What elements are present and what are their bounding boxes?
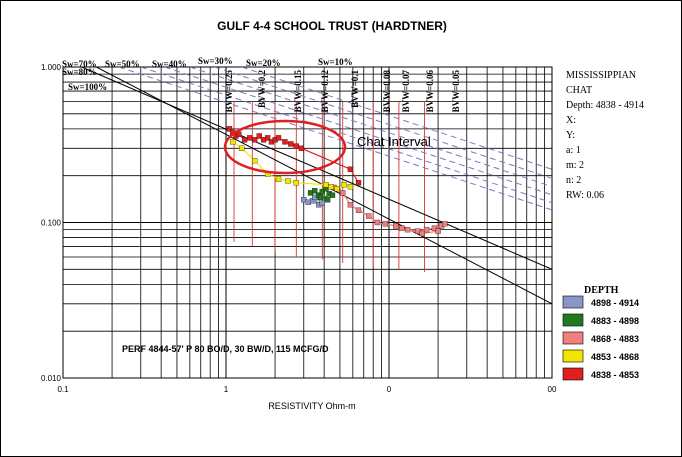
- x-axis-label: RESISTIVITY Ohm-m: [268, 401, 356, 411]
- legend-label: 4883 - 4898: [591, 316, 640, 326]
- bvw-label: BVW=0.05: [451, 70, 461, 113]
- data-point: [242, 137, 247, 142]
- data-point: [399, 226, 404, 231]
- legend-swatch: [563, 314, 583, 326]
- data-point: [366, 214, 371, 219]
- data-point: [239, 146, 244, 151]
- data-point: [294, 180, 299, 185]
- data-point: [230, 139, 235, 144]
- bvw-label: BVW=0.15: [293, 70, 303, 113]
- bvw-label: BVW=0.12: [320, 70, 330, 113]
- info-line: Depth: 4838 - 4914: [566, 100, 645, 111]
- data-point: [393, 223, 398, 228]
- data-point: [348, 184, 353, 189]
- legend-label: 4853 - 4868: [591, 352, 640, 362]
- chat-interval-annotation: Chat Interval: [357, 134, 431, 149]
- data-point: [375, 220, 380, 225]
- data-point: [299, 146, 304, 151]
- data-point: [328, 184, 333, 189]
- data-point: [436, 229, 441, 234]
- info-line: X:: [566, 115, 576, 126]
- data-point: [301, 197, 306, 202]
- perf-note: PERF 4844-57' P 80 BO/D, 30 BW/D, 115 MCFG/D: [122, 344, 329, 354]
- info-line: RW: 0.06: [566, 190, 604, 201]
- data-point: [383, 221, 388, 226]
- x-tick-label: 1: [223, 385, 229, 394]
- x-tick-label: 0.1: [57, 385, 69, 394]
- sw-label: Sw=30%: [198, 56, 233, 66]
- sw-label: Sw=10%: [318, 57, 353, 67]
- bvw-label: BVW=0.06: [425, 70, 435, 113]
- series-line: [233, 142, 351, 189]
- data-point: [276, 177, 281, 182]
- info-line: MISSISSIPPIAN: [566, 70, 637, 81]
- data-point: [318, 195, 323, 200]
- data-point: [335, 186, 340, 191]
- data-point: [276, 135, 281, 140]
- chart-title: GULF 4-4 SCHOOL TRUST (HARDTNER): [217, 19, 447, 33]
- bvw-label: BVW=0.07: [401, 70, 411, 113]
- y-tick-label: 1.000: [40, 63, 61, 72]
- data-point: [356, 180, 361, 185]
- info-line: Y:: [566, 130, 576, 141]
- sw-label: Sw=20%: [246, 58, 281, 68]
- bvw-label: BVW=0.08: [382, 70, 392, 113]
- data-point: [294, 144, 299, 149]
- y-tick-label: 0.010: [40, 374, 61, 383]
- data-point: [405, 227, 410, 232]
- info-line: n: 2: [566, 175, 582, 186]
- sw-label: Sw=100%: [68, 82, 108, 92]
- legend-swatch: [563, 350, 583, 362]
- data-point: [252, 158, 257, 163]
- sw-label: Sw=70%: [62, 59, 97, 69]
- bvw-label: BVW=0.25: [224, 70, 234, 113]
- y-tick-label: 0.100: [40, 218, 61, 228]
- info-line: CHAT: [566, 85, 593, 96]
- data-point: [288, 141, 293, 146]
- data-point: [342, 182, 347, 187]
- legend-title: DEPTH: [584, 285, 619, 296]
- legend-swatch: [563, 368, 583, 380]
- legend-swatch: [563, 296, 583, 308]
- x-tick-label: 00: [547, 385, 557, 394]
- info-line: a: 1: [566, 145, 581, 156]
- data-point: [285, 178, 290, 183]
- data-point: [415, 229, 420, 234]
- data-point: [252, 137, 257, 142]
- legend-label: 4898 - 4914: [591, 298, 640, 308]
- bvw-label: BVW=0.2: [257, 70, 267, 108]
- data-point: [348, 202, 353, 207]
- data-point: [340, 190, 345, 195]
- sw-label: Sw=40%: [152, 59, 187, 69]
- data-point: [348, 167, 353, 172]
- data-point: [320, 201, 325, 206]
- legend-label: 4868 - 4883: [591, 334, 640, 344]
- info-line: m: 2: [566, 160, 585, 171]
- legend-label: 4838 - 4853: [591, 370, 640, 380]
- data-point: [247, 135, 252, 140]
- data-point: [356, 208, 361, 213]
- bvw-label: BVW=0.1: [350, 70, 360, 108]
- data-point: [420, 231, 425, 236]
- sw-label: Sw=80%: [62, 67, 97, 77]
- data-point: [325, 197, 330, 202]
- data-point: [323, 182, 328, 187]
- legend-swatch: [563, 332, 583, 344]
- data-point: [442, 221, 447, 226]
- x-tick-label: 0: [386, 385, 392, 394]
- sw-label: Sw=50%: [105, 59, 140, 69]
- data-point: [330, 193, 335, 198]
- data-point: [282, 139, 287, 144]
